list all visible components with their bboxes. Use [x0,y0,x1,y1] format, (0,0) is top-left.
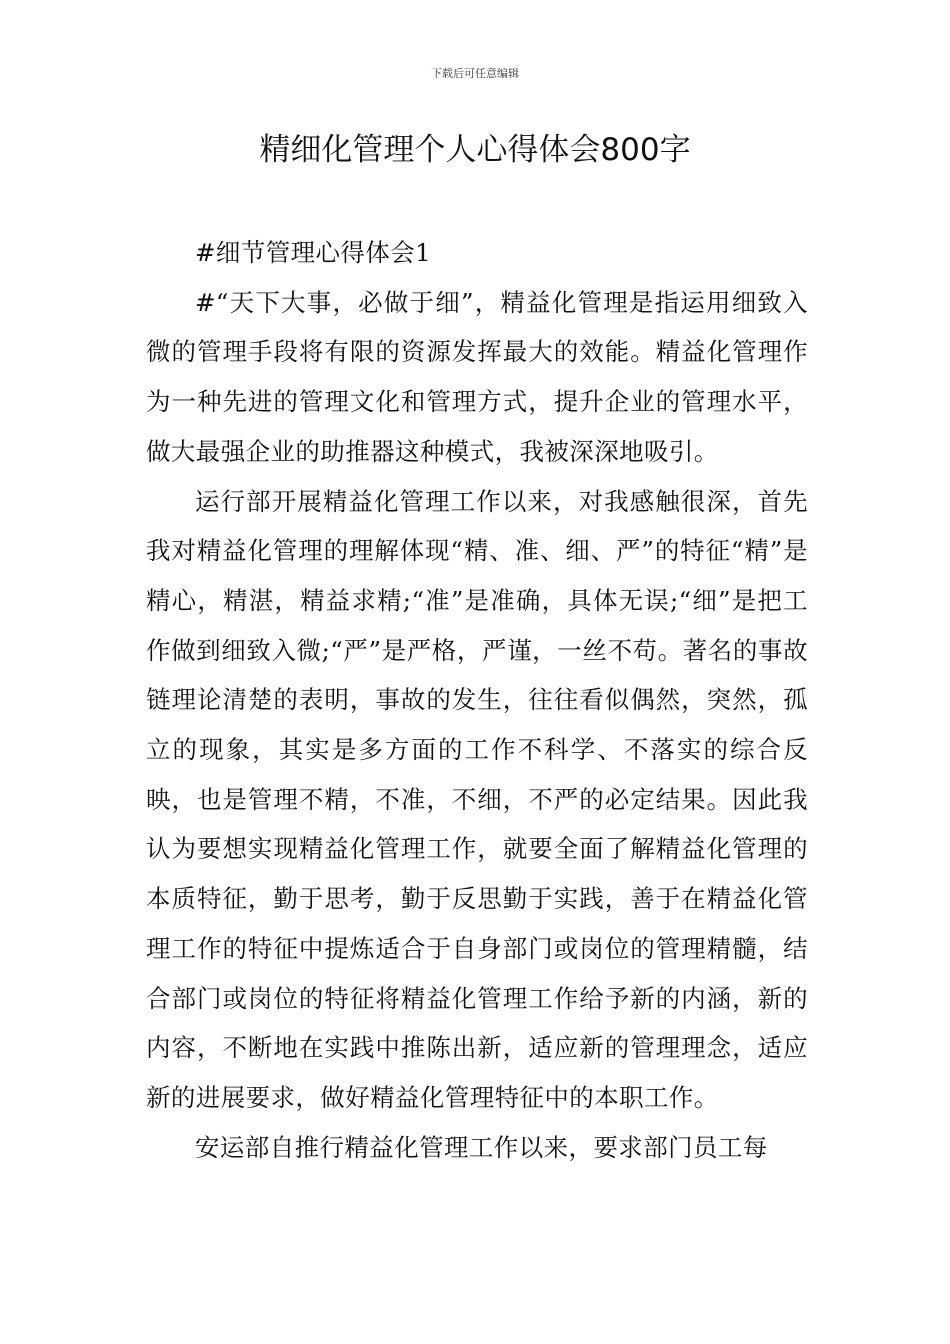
paragraph-main: 运行部开展精益化管理工作以来，对我感触很深，首先我对精益化管理的理解体现“精、准、细、严”的特征“精”是精心，精湛，精益求精;“准”是准确，具体无误;“细”是把工作做到细致入微;“严”是严格，严谨，一丝不苟。著名的事故链理论清楚的表明，事故的发生，往往看似偶然，突然，孤立的现象，其实是多方面的工作不科学、不落实的综合反映，也是管理不精，不准，不细，不严的必定结果。因此我认为要想实现精益化管理工作，就要全面了解精益化管理的本质特征，勤于思考，勤于反思勤于实践，善于在精益化管理工作的特征中提炼适合于自身部门或岗位的管理精髓，结合部门或岗位的特征将精益化管理工作给予新的内涵，新的内容，不断地在实践中推陈出新，适应新的管理理念，适应新的进展要求，做好精益化管理特征中的本职工作。 [146,486,808,1112]
header-note: 下载后可任意编辑 [431,67,519,80]
document-title: 精细化管理个人心得体会800字 [259,132,691,168]
paragraph-continued: 安运部自推行精益化管理工作以来，要求部门员工每 [195,1132,768,1162]
document-body [146,228,808,1172]
paragraph-subheading: #细节管理心得体会1 [195,238,432,267]
paragraph-intro: #“天下大事，必做于细”，精益化管理是指运用细致入微的管理手段将有限的资源发挥最大的效能。精益化管理作为一种先进的管理文化和管理方式，提升企业的管理水平，做大最强企业的助推器这种模式，我被深深地吸引。 [146,287,808,466]
